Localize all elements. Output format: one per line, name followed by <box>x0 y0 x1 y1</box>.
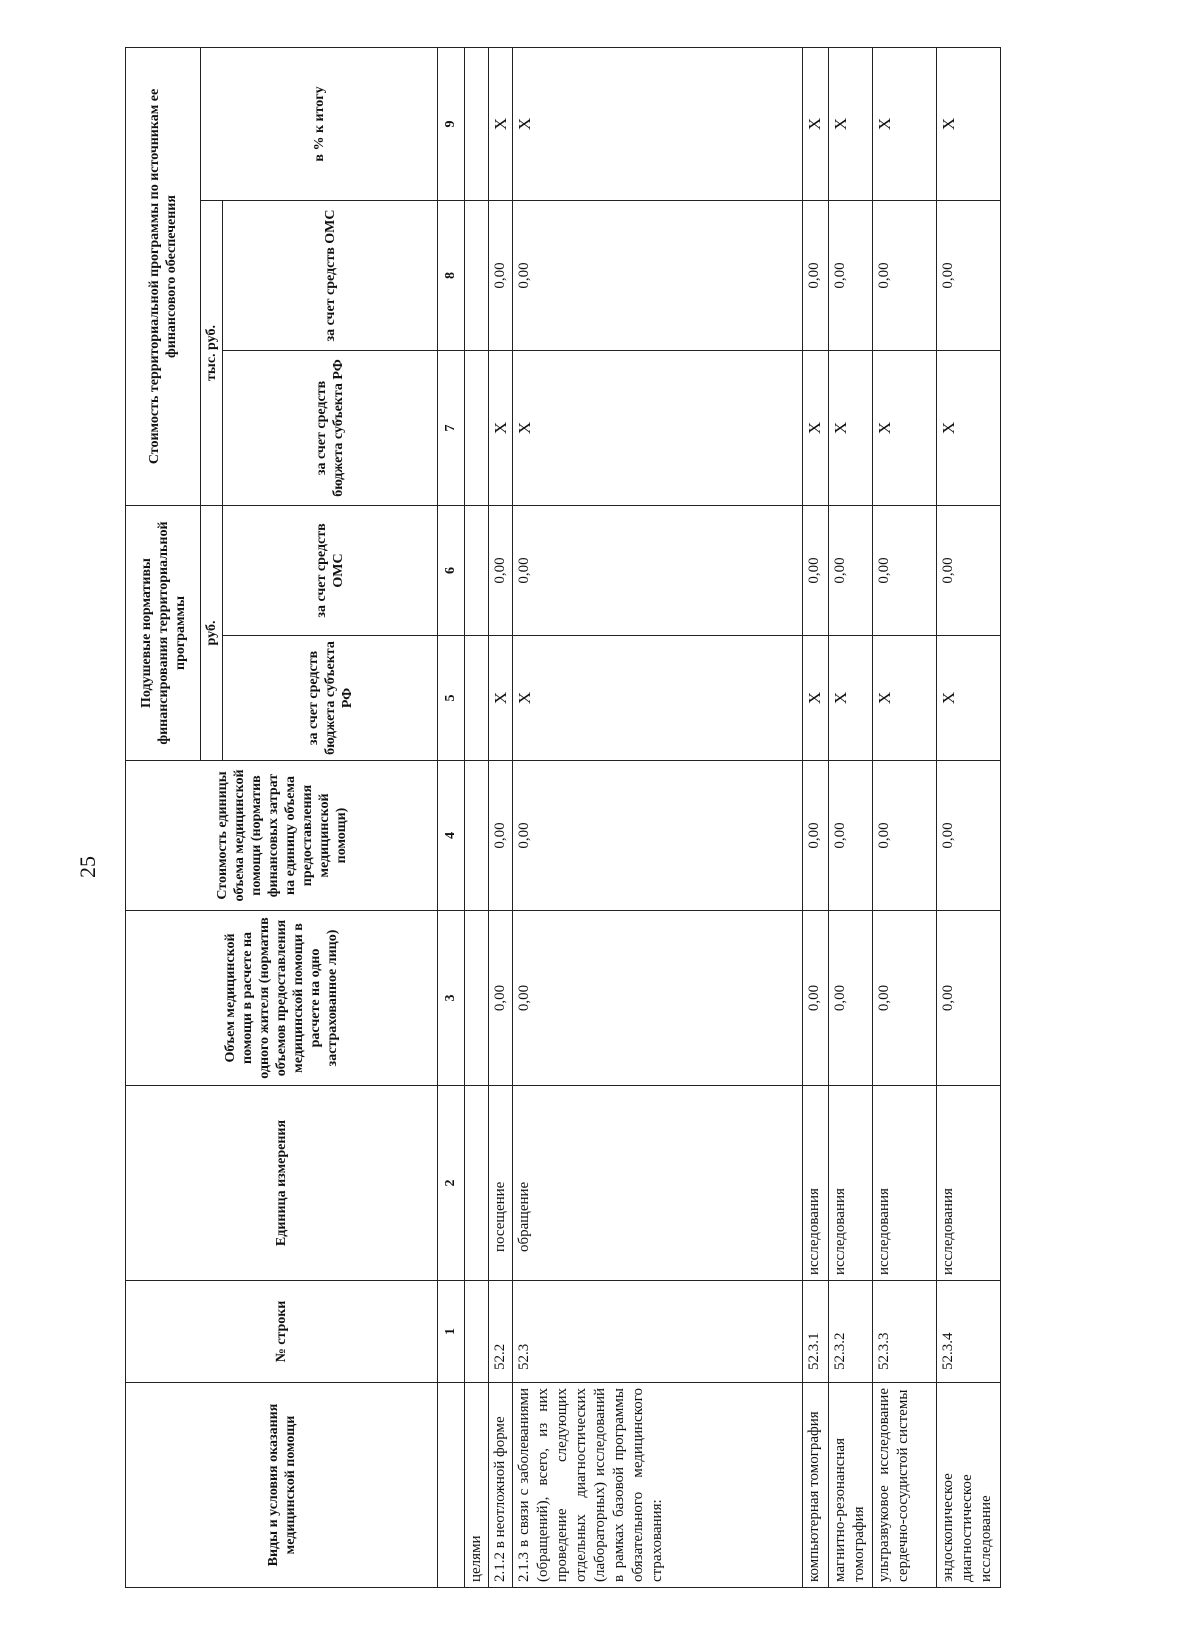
row-unit-cost: 0,00 <box>489 761 513 911</box>
row-unit-cost: 0,00 <box>873 761 937 911</box>
row-per-capita-budget: X <box>513 636 803 761</box>
table-row <box>829 47 873 1587</box>
column-number: 8 <box>438 201 465 351</box>
row-per-capita-oms: 0,00 <box>489 506 513 636</box>
table-row <box>803 47 829 1587</box>
header-cost-budget: за счет средств бюджета субъекта РФ <box>223 351 438 506</box>
row-cost-budget: X <box>873 351 937 506</box>
column-number: 7 <box>438 351 465 506</box>
header-unit: Единица измерения <box>126 1086 438 1281</box>
row-per-capita-budget: X <box>803 636 829 761</box>
header-unit-cost: Стоимость единицы объема медицинской помощи (норматив финансовых затрат на единицу объема предоставления медицинской помощи) <box>126 761 438 911</box>
row-volume: 0,00 <box>803 911 829 1086</box>
row-name: компьютерная томография <box>803 1383 829 1588</box>
row-volume: 0,00 <box>829 911 873 1086</box>
table-row <box>873 47 937 1587</box>
row-per-capita-budget: X <box>873 636 937 761</box>
row-percent: X <box>829 47 873 200</box>
row-unit: обращение <box>513 1086 803 1281</box>
row-percent: X <box>513 47 803 200</box>
row-unit: исследования <box>803 1086 829 1281</box>
row-unit-cost: 0,00 <box>803 761 829 911</box>
header-volume: Объем медицинской помощи в расчете на одного жителя (норматив объемов предоставления медицинской помощи в расчете на одно застрахованное лицо) <box>126 911 438 1086</box>
table-row <box>513 47 803 1587</box>
row-volume: 0,00 <box>489 911 513 1086</box>
header-rub: руб. <box>201 506 223 761</box>
column-number: 4 <box>438 761 465 911</box>
row-volume <box>465 911 489 1086</box>
header-per-capita-norms: Подушевые нормативы финансирования территориальной программы <box>126 506 201 761</box>
row-unit-cost <box>465 761 489 911</box>
row-per-capita-budget: X <box>829 636 873 761</box>
row-name: целями <box>465 1383 489 1588</box>
row-name: 2.1.2 в неотложной форме <box>489 1383 513 1588</box>
column-number-row <box>438 47 465 1587</box>
row-unit: исследования <box>937 1086 1001 1281</box>
table-row <box>465 47 489 1587</box>
row-number: 52.3.2 <box>829 1281 873 1383</box>
row-per-capita-oms: 0,00 <box>803 506 829 636</box>
row-cost-budget: X <box>937 351 1001 506</box>
rotated-page <box>75 48 994 1588</box>
row-percent: X <box>489 47 513 200</box>
row-per-capita-oms: 0,00 <box>829 506 873 636</box>
row-cost-budget: X <box>829 351 873 506</box>
row-number: 52.3.3 <box>873 1281 937 1383</box>
row-unit-cost: 0,00 <box>513 761 803 911</box>
row-cost-budget: X <box>803 351 829 506</box>
header-kind: Виды и условия оказания медицинской помощи <box>126 1383 438 1588</box>
column-number: 2 <box>438 1086 465 1281</box>
column-number: 3 <box>438 911 465 1086</box>
row-per-capita-budget: X <box>937 636 1001 761</box>
header-row-number: № строки <box>126 1281 438 1383</box>
row-cost-budget <box>465 351 489 506</box>
row-unit: исследования <box>829 1086 873 1281</box>
row-unit-cost: 0,00 <box>829 761 873 911</box>
row-cost-oms: 0,00 <box>513 201 803 351</box>
row-percent: X <box>937 47 1001 200</box>
row-unit: посещение <box>489 1086 513 1281</box>
row-number <box>465 1281 489 1383</box>
row-percent <box>465 47 489 200</box>
row-cost-oms: 0,00 <box>937 201 1001 351</box>
row-unit: исследования <box>873 1086 937 1281</box>
row-volume: 0,00 <box>513 911 803 1086</box>
row-number: 52.3.4 <box>937 1281 1001 1383</box>
column-number: 1 <box>438 1281 465 1383</box>
row-cost-oms: 0,00 <box>803 201 829 351</box>
row-per-capita-oms: 0,00 <box>937 506 1001 636</box>
column-number: 9 <box>438 47 465 200</box>
row-unit <box>465 1086 489 1281</box>
row-per-capita-oms <box>465 506 489 636</box>
row-percent: X <box>873 47 937 200</box>
header-per-capita-oms: за счет средств ОМС <box>223 506 438 636</box>
row-cost-oms: 0,00 <box>873 201 937 351</box>
row-name: ультразвуковое исследование сердечно-сосудистой системы <box>873 1383 937 1588</box>
row-number: 52.2 <box>489 1281 513 1383</box>
table-row <box>489 47 513 1587</box>
row-per-capita-budget: X <box>489 636 513 761</box>
row-cost-oms: 0,00 <box>489 201 513 351</box>
row-cost-budget: X <box>489 351 513 506</box>
page-number: 25 <box>75 856 100 878</box>
row-unit-cost: 0,00 <box>937 761 1001 911</box>
financing-table <box>125 47 1001 1588</box>
row-cost-oms: 0,00 <box>829 201 873 351</box>
row-cost-oms <box>465 201 489 351</box>
row-name: эндоскопическое диагностическое исследование <box>937 1383 1001 1588</box>
header-thousand-rub: тыс. руб. <box>201 201 223 506</box>
column-number: 5 <box>438 636 465 761</box>
row-volume: 0,00 <box>873 911 937 1086</box>
header-program-cost: Стоимость территориальной программы по источникам ее финансового обеспечения <box>126 47 201 505</box>
row-volume: 0,00 <box>937 911 1001 1086</box>
row-name: магнитно-резонансная томография <box>829 1383 873 1588</box>
row-percent: X <box>803 47 829 200</box>
table-row <box>937 47 1001 1587</box>
column-number: 6 <box>438 506 465 636</box>
row-per-capita-oms: 0,00 <box>513 506 803 636</box>
row-name: 2.1.3 в связи с заболеваниями (обращений), всего, из них проведение следующих отдельных диагностических (лабораторных) исследований в рамках базовой программы обязательного медицинского страхования: <box>513 1383 803 1588</box>
row-per-capita-budget <box>465 636 489 761</box>
row-number: 52.3 <box>513 1281 803 1383</box>
header-cost-oms: за счет средств ОМС <box>223 201 438 351</box>
row-per-capita-oms: 0,00 <box>873 506 937 636</box>
row-cost-budget: X <box>513 351 803 506</box>
header-percent-total: в % к итогу <box>201 47 438 200</box>
row-number: 52.3.1 <box>803 1281 829 1383</box>
header-per-capita-budget: за счет средств бюджета субъекта РФ <box>223 636 438 761</box>
